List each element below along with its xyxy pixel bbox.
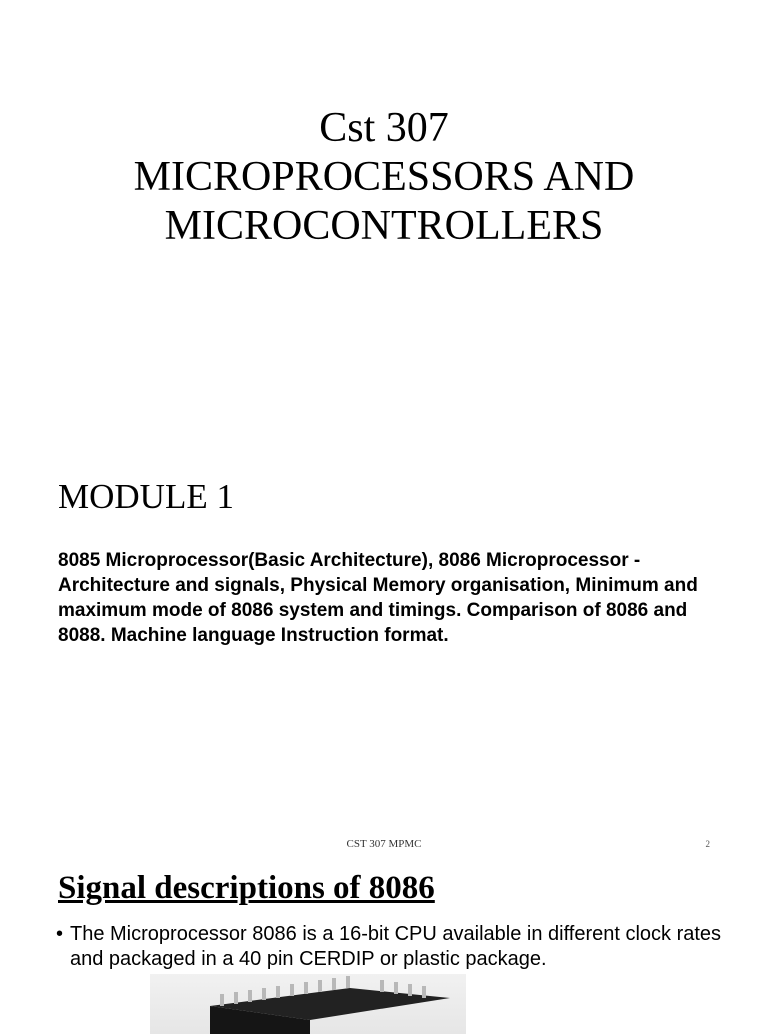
bullet-text: The Microprocessor 8086 is a 16-bit CPU available in different clock rates and packaged in a 40 pin CERDIP or plastic package.	[70, 923, 722, 970]
title-line-1: Cst 307	[319, 105, 449, 151]
slide-2	[0, 860, 768, 1024]
section-title: Signal descriptions of 8086	[58, 870, 435, 906]
dip-chip-photo	[150, 974, 466, 1034]
bullet-marker: •	[56, 923, 64, 945]
module-description: 8085 Microprocessor(Basic Architecture), 8086 Microprocessor - Architecture and signals, Physical Memory organisation, Minimum and maximum mode of 8086 system and timings. Comparison of 8086 and 8088. Machine language Instruction format.	[58, 550, 698, 646]
title-line-3: MICROCONTROLLERS	[164, 203, 604, 249]
bullet-item	[56, 922, 730, 972]
module-heading: MODULE 1	[58, 477, 234, 516]
slide-title	[0, 104, 768, 251]
slide-footer: CST 307 MPMC	[346, 838, 422, 850]
title-line-2: MICROPROCESSORS AND	[133, 154, 635, 200]
dip-chip-icon	[150, 974, 466, 1034]
page-number: 2	[705, 839, 710, 849]
